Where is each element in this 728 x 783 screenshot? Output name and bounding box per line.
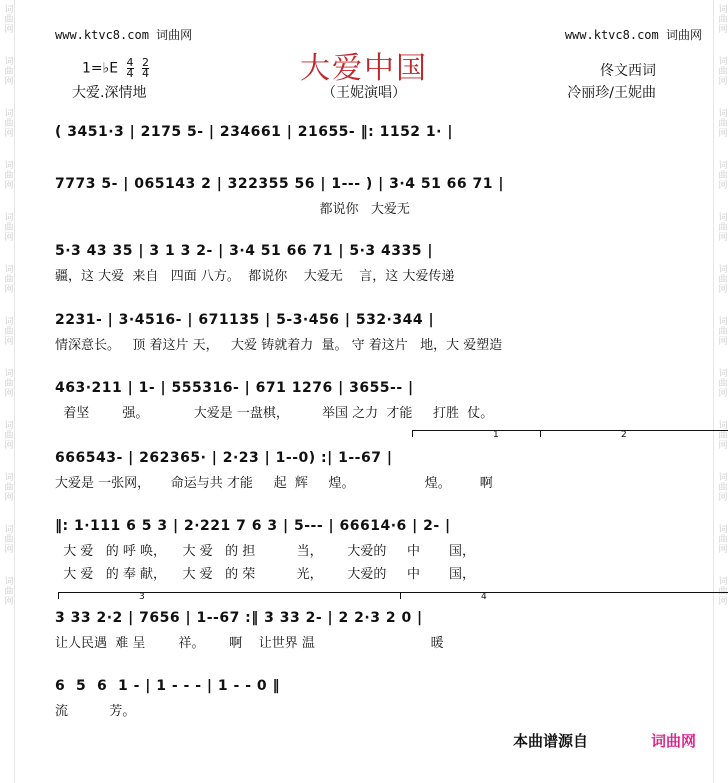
time-signature-2-4: $\frac{2}{4}$ [142,56,149,80]
notation-line: 2231- | 3·4516- | 671135 | 5-3·456 | 532·344 | [55,312,435,328]
notation-line: 463·211 | 1- | 555316- | 671 1276 | 3655-- | [55,380,414,396]
singer-credit: （王妮演唱） [322,85,406,101]
left-watermark-strip: 词曲网 词曲网 词曲网 词曲网 词曲网 词曲网 词曲网 词曲网 词曲网 词曲网 词曲网 词曲网 [0,0,15,783]
lyric-line-verse-2: 大 爱 的 奉 献， 大 爱 的 荣 光， 大爱的 中 国， [55,567,475,582]
score-row-6 [55,450,665,491]
score-row-1 [55,124,665,140]
volta-bracket-2: 2 [540,430,728,437]
volta-bracket-1: 1 [412,430,615,437]
score-row-8 [55,610,665,651]
site-watermark-right: www.ktvc8.com 词曲网 [564,28,702,42]
score-row-2 [55,176,665,217]
lyric-line: 大 爱 的 呼 唤， 大 爱 的 担 当， 大爱的 中 国， [55,544,475,559]
site-logo[interactable]: 词曲网 [650,732,696,750]
lyric-line: 流 芳。 [55,704,136,719]
score-row-5 [55,380,665,421]
volta-bracket-3: 3 [58,592,469,599]
score-row-3 [55,243,665,284]
notation-line: 3 33 2·2 | 7656 | 1--67 :‖ 3 33 2- | 2 2·3 2 0 | [55,610,423,626]
notation-line: 5·3 43 35 | 3 1 3 2- | 3·4 51 66 71 | 5·3 4335 | [55,243,433,259]
lyricist-credit: 佟文西词 [600,63,656,79]
score-row-9 [55,678,665,719]
lyric-line: 疆，这 大爱 来自 四面 八方。 都说你 大爱无 言，这 大爱传递 [55,269,455,284]
notation-line: ( 3451·3 | 2175 5- | 234661 | 21655- ‖: 1152 1· | [55,124,453,140]
lyric-line: 情深意长。 顶 着这片 天， 大爱 铸就着力 量。 守 着这片 地，大 爱塑造 [55,338,503,353]
tempo-marking: 大爱.深情地 [72,85,147,101]
source-caption: 本曲谱源自 [512,732,588,750]
score-row-7 [55,518,665,582]
lyric-line: 着坚 强。 大爱是 一盘棋， 举国 之力 才能 打胜 仗。 [55,406,494,421]
notation-line: 7773 5- | 065143 2 | 322355 56 | 1--- ) | 3·4 51 66 71 | [55,176,505,192]
right-watermark-strip: 词曲网 词曲网 词曲网 词曲网 词曲网 词曲网 词曲网 词曲网 词曲网 词曲网 词曲网 词曲网 [713,0,728,783]
notation-line: 666543- | 262365· | 2·23 | 1--0) :| 1--67 | [55,450,393,466]
lyric-line: 大爱是 一张网， 命运与共 才能 起 辉 煌。 煌。 啊 [55,476,493,491]
lyric-line: 都说你 大爱无 [55,202,410,217]
notation-line: ‖: 1·111 6 5 3 | 2·221 7 6 3 | 5--- | 66614·6 | 2- | [55,518,451,534]
song-title: 大爱中国 [300,51,428,86]
time-signature-4-4: $\frac{4}{4}$ [126,56,134,80]
lyric-line: 让人民遇 难 呈 祥。 啊 让世界 温 暖 [55,636,444,651]
composer-credit: 冷丽珍/王妮曲 [567,85,656,101]
site-watermark-left: www.ktvc8.com 词曲网 [55,28,193,42]
score-row-4 [55,312,665,353]
notation-line: 6 5 6 1 - | 1 - - - | 1 - - 0 ‖ [55,678,281,694]
key-signature: 1=♭E $\frac{4}{4}$ $\frac{2}{4}$ [82,56,149,80]
volta-bracket-4: 4 [400,592,728,599]
